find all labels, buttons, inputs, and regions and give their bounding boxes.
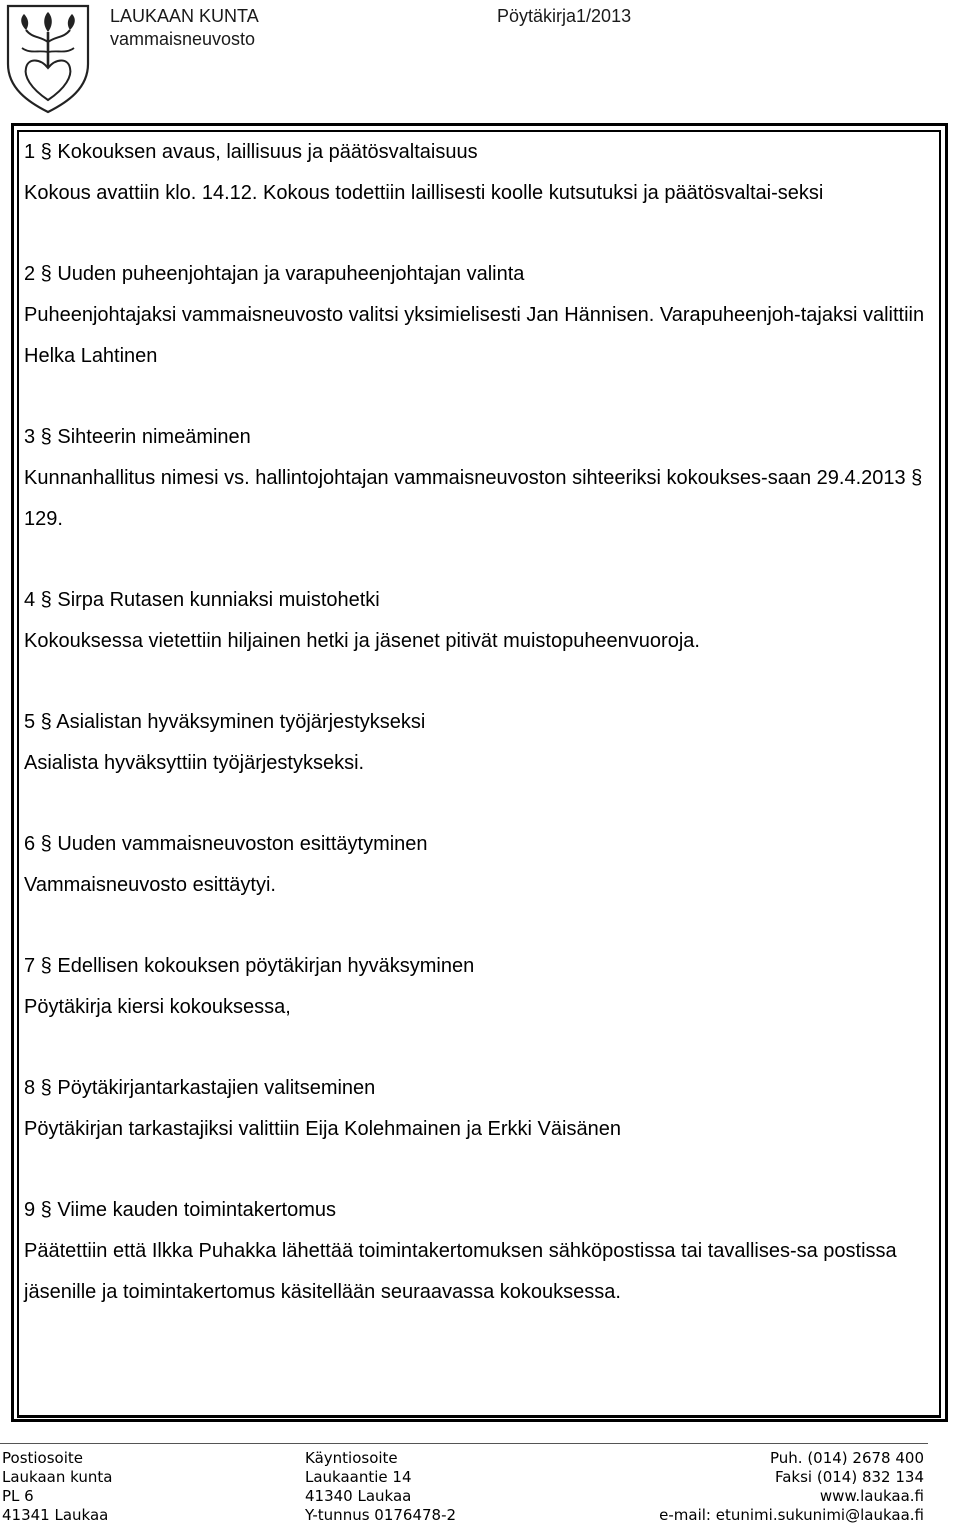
document-id: Pöytäkirja1/2013 — [497, 6, 632, 26]
section-heading: 4 § Sirpa Rutasen kunniaksi muistohetki — [24, 589, 380, 611]
section-text: Päätettiin että Ilkka Puhakka lähettää toimintakertomuksen sähköpostissa tai tavallises-sa postissa jäsenille ja toimintakertomus käsitellään seuraavassa kokouksessa. — [24, 1240, 897, 1303]
section-heading: 7 § Edellisen kokouksen pöytäkirjan hyväksyminen — [24, 955, 475, 977]
section-6 — [24, 824, 939, 906]
section-text: Puheenjohtajaksi vammaisneuvosto valitsi yksimielisesti Jan Hännisen. Varapuheenjoh-tajaksi valittiin Helka Lahtinen — [24, 304, 925, 367]
section-9 — [24, 1190, 939, 1313]
footer-label: Postiosoite — [2, 1449, 83, 1467]
section-heading: 8 § Pöytäkirjantarkastajien valitseminen — [24, 1077, 376, 1099]
section-text: Vammaisneuvosto esittäytyi. — [24, 874, 276, 896]
footer-visiting-address — [305, 1449, 456, 1525]
organization-name: LAUKAAN KUNTA — [110, 6, 259, 26]
footer-fax: Faksi (014) 832 134 — [774, 1468, 924, 1486]
section-text: Kunnanhallitus nimesi vs. hallintojohtajan vammaisneuvoston sihteeriksi kokoukses-saan 29.4.2013 § 129. — [24, 467, 923, 530]
footer-line: Laukaantie 14 — [305, 1468, 412, 1486]
section-heading: 2 § Uuden puheenjohtajan ja varapuheenjohtajan valinta — [24, 263, 525, 285]
section-heading: 5 § Asialistan hyväksyminen työjärjestykseksi — [24, 711, 426, 733]
section-text: Pöytäkirjan tarkastajiksi valittiin Eija Kolehmainen ja Erkki Väisänen — [24, 1118, 621, 1140]
section-5 — [24, 702, 939, 784]
footer-postal-address — [2, 1449, 112, 1525]
footer-line: 41341 Laukaa — [2, 1506, 109, 1524]
department-name: vammaisneuvosto — [110, 29, 256, 49]
footer-label: Käyntiosoite — [305, 1449, 398, 1467]
footer-email-link[interactable]: e-mail: etunimi.sukunimi@laukaa.fi — [659, 1506, 924, 1524]
footer-contact — [659, 1449, 924, 1525]
section-1 — [24, 132, 939, 214]
section-text: Kokouksessa vietettiin hiljainen hetki ja jäsenet pitivät muistopuheenvuoroja. — [24, 630, 700, 652]
footer-line: PL 6 — [2, 1487, 34, 1505]
footer-line: Y-tunnus 0176478-2 — [305, 1506, 457, 1524]
footer-line: 41340 Laukaa — [305, 1487, 412, 1505]
footer-divider — [0, 1443, 928, 1444]
footer-phone: Puh. (014) 2678 400 — [769, 1449, 924, 1467]
section-text: Kokous avattiin klo. 14.12. Kokous todettiin laillisesti koolle kutsutuksi ja päätösvaltai-seksi — [24, 182, 824, 204]
minutes-content — [24, 130, 939, 1353]
footer-website-link[interactable]: www.laukaa.fi — [819, 1487, 924, 1505]
section-heading: 1 § Kokouksen avaus, laillisuus ja päätösvaltaisuus — [24, 141, 478, 163]
municipality-crest-logo — [2, 2, 94, 114]
section-text: Asialista hyväksyttiin työjärjestykseksi. — [24, 752, 365, 774]
section-heading: 3 § Sihteerin nimeäminen — [24, 426, 251, 448]
section-8 — [24, 1068, 939, 1150]
section-7 — [24, 946, 939, 1028]
section-heading: 6 § Uuden vammaisneuvoston esittäytyminen — [24, 833, 428, 855]
footer-line: Laukaan kunta — [2, 1468, 113, 1486]
section-heading: 9 § Viime kauden toimintakertomus — [24, 1199, 337, 1221]
section-2 — [24, 254, 939, 377]
section-4 — [24, 580, 939, 662]
section-text: Pöytäkirja kiersi kokouksessa, — [24, 996, 291, 1018]
section-3 — [24, 417, 939, 540]
